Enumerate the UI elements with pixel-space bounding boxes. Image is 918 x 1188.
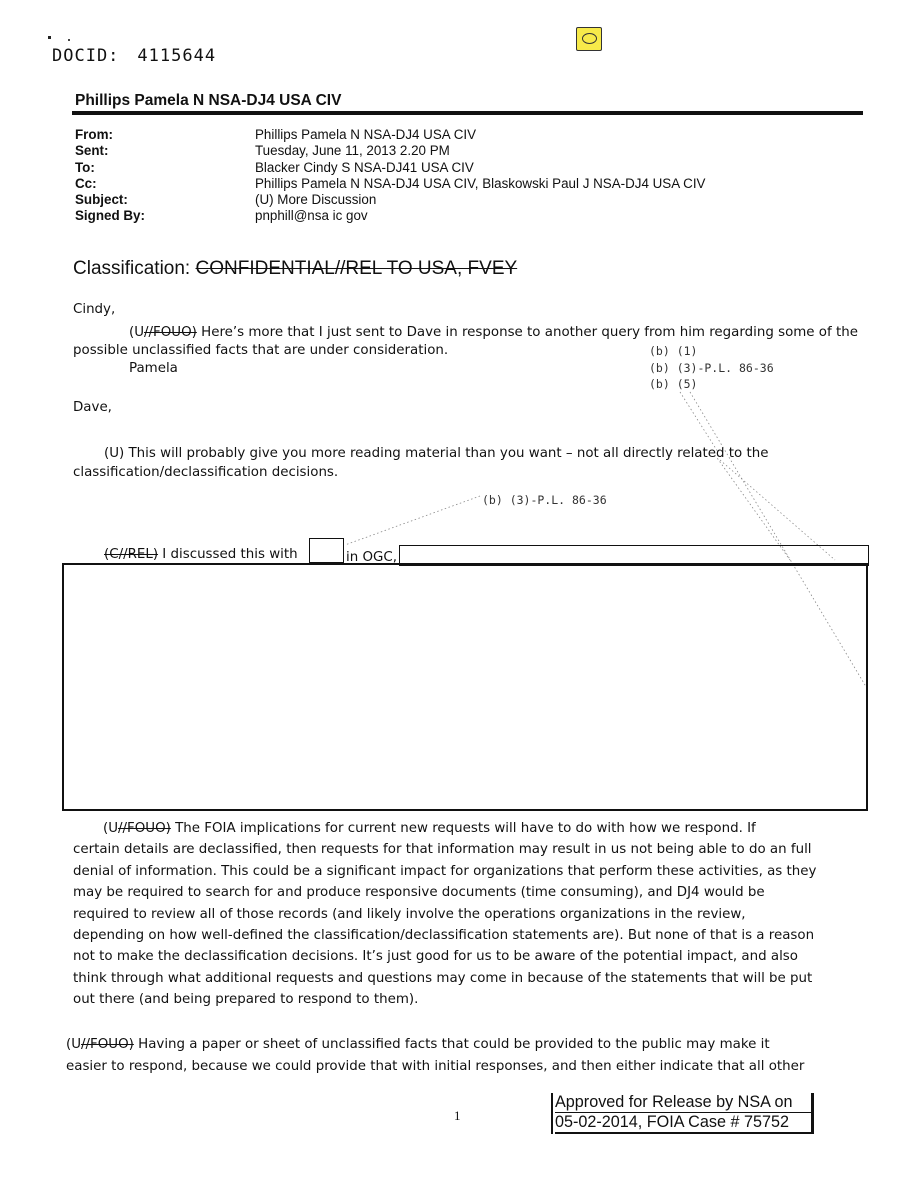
redaction-code: (b) (3)-P.L. 86-36 <box>649 361 774 375</box>
para2-line2: classification/declassification decisions. <box>73 465 339 480</box>
para-text: The FOIA implications for current new requests will have to do with how we respond. If <box>170 821 756 836</box>
para4-line: required to review all of those records (and likely involve the operations organizations in the review, <box>73 906 746 922</box>
para2-line1: (U) This will probably give you more reading material than you want – not all directly related to the <box>104 446 769 461</box>
page-title: Phillips Pamela N NSA-DJ4 USA CIV <box>75 92 342 109</box>
signoff: Pamela <box>129 361 178 376</box>
greeting-dave: Dave, <box>73 400 112 415</box>
stamp-line1: Approved for Release by NSA on <box>555 1093 811 1113</box>
marking: (U <box>129 325 145 340</box>
header-value: Phillips Pamela N NSA-DJ4 USA CIV <box>255 127 477 142</box>
para-text: Having a paper or sheet of unclassified facts that could be provided to the public may make it <box>133 1037 770 1052</box>
para4-line: not to make the declassification decisions. It’s just good for us to be aware of the potential impact, and also <box>73 949 798 965</box>
stamp-line2: 05-02-2014, FOIA Case # 75752 <box>555 1113 811 1134</box>
header-value: Phillips Pamela N NSA-DJ4 USA CIV, Blaskowski Paul J NSA-DJ4 USA CIV <box>255 175 706 191</box>
para3-ogc: in OGC, <box>346 550 397 565</box>
greeting-cindy: Cindy, <box>73 302 116 317</box>
marking-struck: //FOUO) <box>118 821 171 836</box>
para4-line1 <box>73 818 816 839</box>
leader-line <box>345 496 480 545</box>
marking-struck: //FOUO) <box>144 325 197 340</box>
para4-line: certain details are declassified, then requests for that information may result in us not being able to do an full <box>73 842 812 858</box>
page-number: 1 <box>454 1108 461 1123</box>
redaction-code: (b) (1) <box>649 344 698 358</box>
leader-line <box>680 392 718 452</box>
classification-label: Classification: <box>73 258 191 279</box>
marking-struck: (C//REL) <box>104 547 159 562</box>
para1-line2: possible unclassified facts that are under consideration. <box>73 343 449 358</box>
marking: (U <box>66 1037 82 1052</box>
para5 <box>66 1034 804 1078</box>
redaction-box-large <box>62 563 868 811</box>
header-value: (U) More Discussion <box>255 192 377 208</box>
header-label: Sent: <box>75 143 109 159</box>
para4-line: out there (and being prepared to respond to them). <box>73 992 419 1008</box>
header-label: Cc: <box>75 175 97 191</box>
header-label: To: <box>75 159 95 175</box>
marking-struck: //FOUO) <box>81 1037 134 1052</box>
docid-label: DOCID: <box>52 46 120 66</box>
redaction-code: (b) (5) <box>649 377 698 391</box>
para4 <box>73 818 816 1011</box>
header-value: Tuesday, June 11, 2013 2.20 PM <box>255 143 450 159</box>
para4-line: denial of information. This could be a significant impact for organizations that perform these activities, as they <box>73 863 817 879</box>
marking: (U <box>103 821 119 836</box>
para3-line1 <box>104 544 298 565</box>
para-text: Here’s more that I just sent to Dave in response to another query from him regarding some of the <box>196 325 858 340</box>
redaction-box <box>309 538 344 563</box>
header-value: pnphill@nsa ic gov <box>255 208 368 224</box>
classification-struck: CONFIDENTIAL//REL TO USA, FVEY <box>195 258 518 279</box>
header-value: Blacker Cindy S NSA-DJ41 USA CIV <box>255 159 474 175</box>
docid-number: 4115644 <box>137 46 217 66</box>
header-label: From: <box>75 127 113 142</box>
para5-line2: easier to respond, because we could provide that with initial responses, and then either indicate that all other <box>66 1059 805 1074</box>
redaction-code: (b) (3)-P.L. 86-36 <box>482 493 607 507</box>
para4-line: depending on how well-defined the classification/declassification statements are). But none of that is a reason <box>73 928 815 944</box>
header-label: Signed By: <box>75 208 145 224</box>
para4-line: think through what additional requests and questions may come in because of the statements that will be put <box>73 970 813 986</box>
para5-line1 <box>66 1034 804 1056</box>
header-label: Subject: <box>75 192 128 208</box>
para4-line: may be required to search for and produce responsive documents (time consuming), and DJ4 would be <box>73 885 765 901</box>
para-text: I discussed this with <box>158 547 298 562</box>
release-stamp <box>551 1093 814 1134</box>
